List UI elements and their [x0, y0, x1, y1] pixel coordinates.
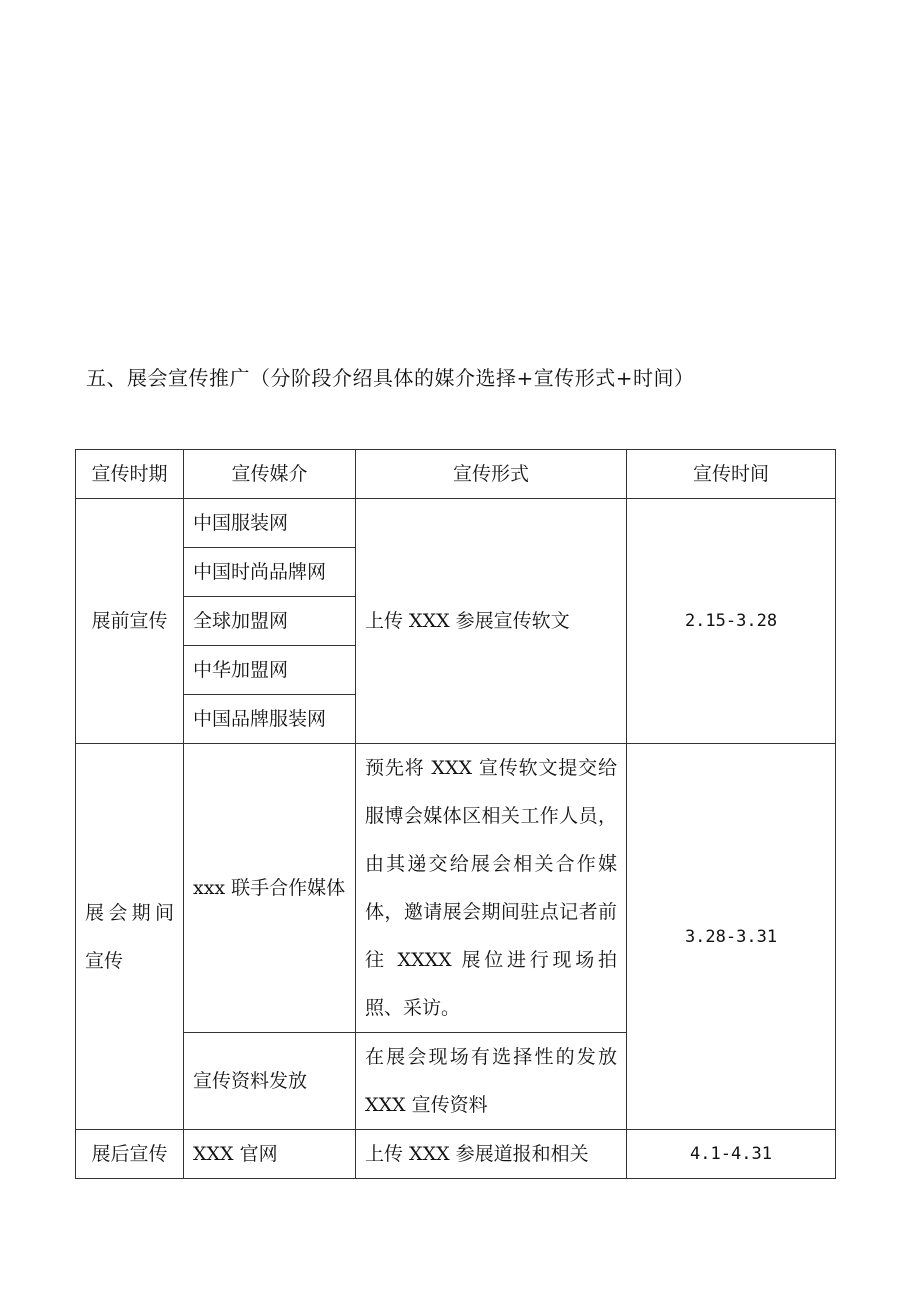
pre-media-cell: 全球加盟网: [184, 597, 356, 646]
pre-media-cell: 中国品牌服装网: [184, 695, 356, 744]
during-media-cell: 宣传资料发放: [184, 1033, 356, 1130]
header-form: 宣传形式: [356, 450, 627, 499]
during-media-cell: xxx 联手合作媒体: [184, 744, 356, 1033]
header-media: 宣传媒介: [184, 450, 356, 499]
section-heading: 五、展会宣传推广（分阶段介绍具体的媒介选择+宣传形式+时间）: [86, 366, 695, 390]
during-period-cell: 展会期间宣传: [76, 744, 184, 1130]
post-time-cell: 4.1-4.31: [627, 1130, 836, 1179]
during-form-cell: 预先将 XXX 宣传软文提交给服博会媒体区相关工作人员，由其递交给展会相关合作媒体，邀请展会期间驻点记者前往 XXXX 展位进行现场拍照、采访。: [356, 744, 627, 1033]
post-media-cell: XXX 官网: [184, 1130, 356, 1179]
pre-media-cell: 中国时尚品牌网: [184, 548, 356, 597]
pre-media-cell: 中国服装网: [184, 499, 356, 548]
pre-period-cell: 展前宣传: [76, 499, 184, 744]
table-row: [76, 744, 836, 1033]
promotion-table: [75, 449, 836, 1179]
post-form-cell: 上传 XXX 参展道报和相关: [356, 1130, 627, 1179]
header-time: 宣传时间: [627, 450, 836, 499]
pre-form-cell: 上传 XXX 参展宣传软文: [356, 499, 627, 744]
during-form-cell: 在展会现场有选择性的发放 XXX 宣传资料: [356, 1033, 627, 1130]
during-time-cell: 3.28-3.31: [627, 744, 836, 1130]
post-period-cell: 展后宣传: [76, 1130, 184, 1179]
table-row: [76, 1130, 836, 1179]
pre-media-cell: 中华加盟网: [184, 646, 356, 695]
table-header-row: [76, 450, 836, 499]
header-period: 宣传时期: [76, 450, 184, 499]
pre-time-cell: 2.15-3.28: [627, 499, 836, 744]
table-row: [76, 499, 836, 548]
